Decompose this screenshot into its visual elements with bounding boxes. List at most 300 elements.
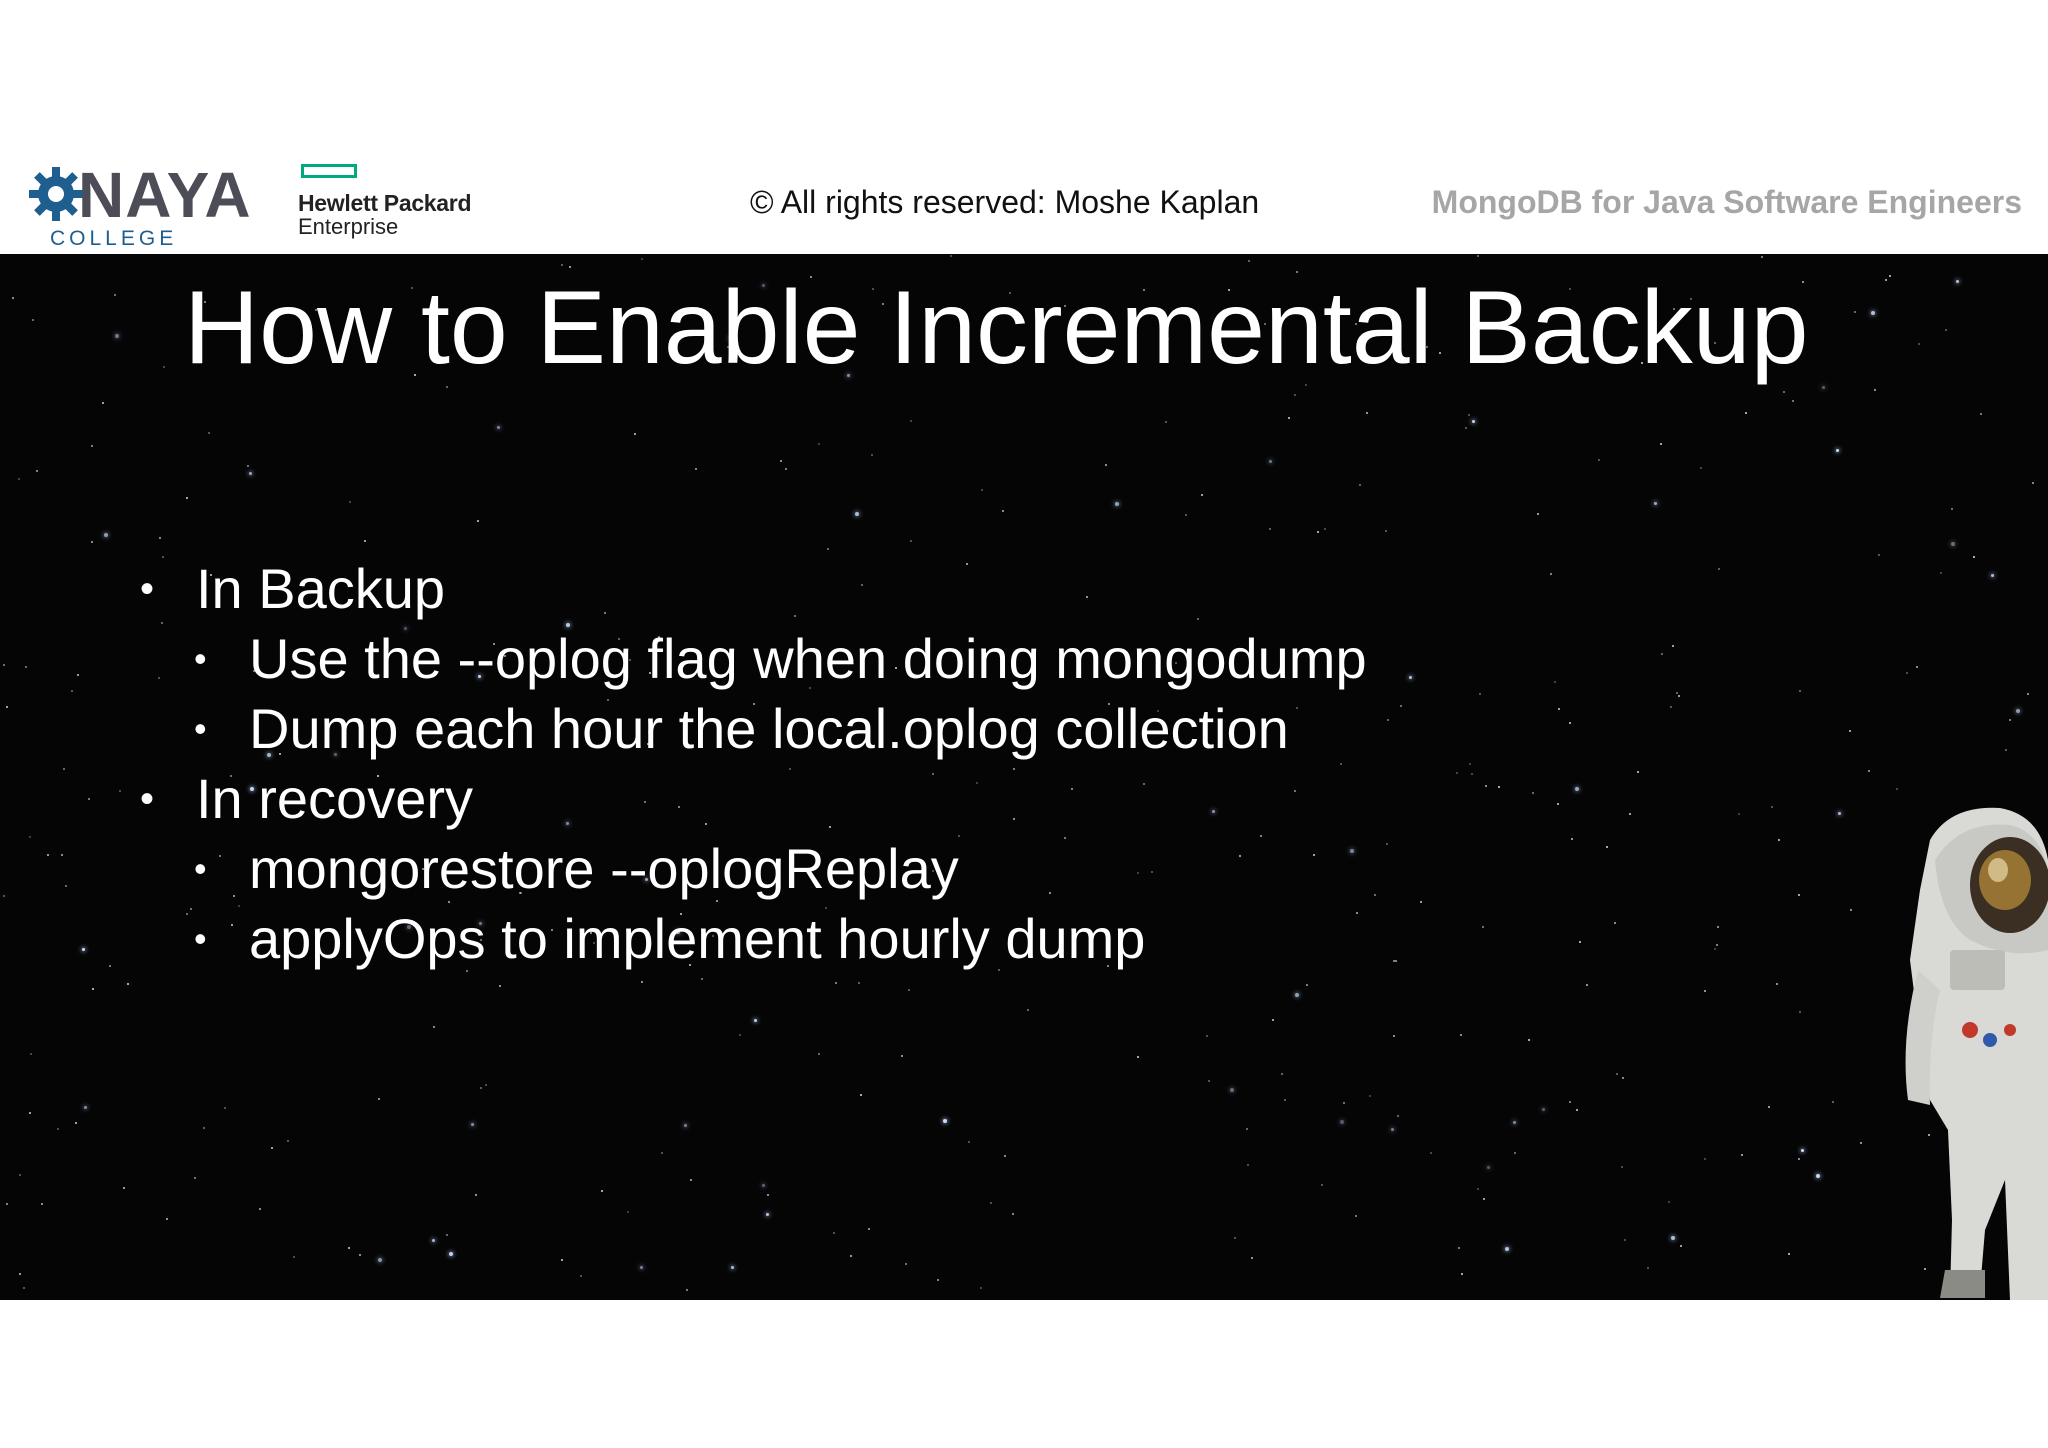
star [1571, 838, 1573, 840]
star [1896, 788, 1898, 790]
star [794, 615, 796, 617]
star [259, 1208, 261, 1210]
star [1340, 763, 1342, 765]
star [1137, 872, 1139, 874]
star [1269, 460, 1272, 463]
star [378, 1258, 382, 1262]
star [1461, 1273, 1463, 1275]
star [1027, 1009, 1029, 1011]
star [1482, 926, 1484, 928]
astronaut-image [1890, 800, 2048, 1300]
star [47, 854, 49, 856]
star [1542, 1108, 1545, 1111]
star [91, 445, 93, 447]
star [3, 895, 5, 897]
star [91, 541, 93, 543]
star [1472, 420, 1475, 423]
star [905, 1263, 907, 1265]
star [1704, 1158, 1706, 1160]
star [1918, 343, 1920, 345]
star [190, 908, 192, 910]
star [827, 548, 829, 550]
star [1477, 255, 1479, 257]
bullet-dot: • [194, 918, 207, 959]
star [65, 885, 67, 887]
star [731, 1266, 734, 1269]
star [63, 768, 65, 770]
star [1629, 813, 1631, 815]
star [1420, 901, 1422, 903]
star [1306, 984, 1308, 986]
star [686, 1289, 688, 1291]
star [433, 1026, 435, 1028]
star [644, 801, 646, 803]
star [762, 1184, 765, 1187]
star [1956, 280, 1959, 283]
bullet-dot: • [140, 777, 155, 821]
bullet-text: Dump each hour the local.oplog collection [249, 697, 1289, 760]
star [871, 454, 873, 456]
star [6, 706, 8, 708]
star [1624, 1239, 1626, 1241]
star [1013, 768, 1015, 770]
star [1614, 922, 1616, 924]
star [84, 1106, 87, 1109]
star [1400, 705, 1402, 707]
star [1514, 1152, 1516, 1154]
star [627, 1211, 629, 1213]
star [163, 366, 165, 368]
star [1672, 645, 1674, 647]
star [701, 978, 703, 980]
star [1771, 806, 1773, 808]
star [446, 1234, 448, 1236]
star [1680, 1245, 1682, 1247]
star [1716, 944, 1718, 946]
star [561, 264, 563, 266]
star [1670, 706, 1672, 708]
star [785, 468, 787, 470]
slide-body [0, 254, 2048, 1300]
star [980, 1287, 982, 1289]
star [1230, 1088, 1234, 1092]
star [1850, 909, 1852, 911]
star [1212, 810, 1215, 813]
star [1294, 790, 1296, 792]
star [1317, 531, 1319, 533]
star [238, 905, 240, 907]
star [1576, 1109, 1578, 1111]
star [1165, 421, 1167, 423]
star [1151, 871, 1153, 873]
star [1718, 568, 1720, 570]
star [684, 1124, 687, 1127]
star [1622, 1077, 1624, 1079]
star [123, 1187, 125, 1189]
star [219, 855, 221, 857]
star [908, 989, 910, 991]
star [1498, 786, 1500, 788]
star [855, 512, 859, 516]
star [690, 1179, 692, 1181]
star [860, 1094, 862, 1096]
star [1554, 681, 1556, 683]
bullet-dot: • [194, 848, 207, 889]
star [1471, 773, 1473, 775]
star [1868, 770, 1870, 772]
star [1838, 812, 1841, 815]
star [850, 1255, 852, 1257]
star [1906, 672, 1908, 674]
star [943, 1119, 947, 1123]
naya-logo-subtitle: COLLEGE [50, 227, 178, 250]
star [1197, 618, 1199, 620]
star [378, 1098, 380, 1100]
star [203, 1127, 205, 1129]
star [634, 433, 636, 435]
star [1064, 837, 1066, 839]
star [6, 1203, 8, 1205]
star [364, 540, 366, 542]
star [1768, 1106, 1770, 1108]
star [1973, 556, 1975, 558]
star [1483, 1198, 1485, 1200]
star [1465, 427, 1467, 429]
star [1776, 983, 1778, 985]
star [166, 1218, 168, 1220]
star [1550, 573, 1552, 575]
course-title: MongoDB for Java Software Engineers [1431, 184, 2022, 220]
star [1860, 1142, 1862, 1144]
star [1391, 1128, 1394, 1131]
star [432, 1239, 435, 1242]
star [1586, 984, 1588, 986]
star [1792, 400, 1794, 402]
star [1248, 260, 1250, 262]
star [818, 443, 820, 445]
star [1487, 1166, 1490, 1169]
star [247, 465, 249, 467]
star [1206, 1035, 1208, 1037]
star [1637, 771, 1639, 773]
star [561, 1259, 563, 1261]
star [1115, 502, 1119, 506]
star [678, 806, 680, 808]
star [1281, 1073, 1283, 1075]
star [1208, 1080, 1210, 1082]
star [271, 1147, 273, 1149]
star [1654, 502, 1657, 505]
star [1288, 417, 1290, 419]
star [829, 826, 831, 828]
star [1537, 513, 1539, 515]
star [1395, 960, 1397, 962]
star [1557, 803, 1559, 805]
star [1469, 763, 1471, 765]
star [88, 798, 90, 800]
star [1717, 926, 1719, 928]
star [186, 913, 188, 915]
star [1916, 666, 1918, 668]
star [858, 982, 860, 984]
star [1366, 412, 1368, 414]
star [1889, 275, 1891, 277]
star [1676, 692, 1678, 694]
star [641, 258, 643, 260]
star [1002, 510, 1004, 512]
bullet-text: applyOps to implement hourly dump [249, 907, 1146, 970]
star [82, 948, 85, 951]
star [102, 402, 104, 404]
star [1313, 854, 1315, 856]
star [1185, 514, 1187, 516]
star [158, 677, 160, 679]
star [1532, 792, 1534, 794]
star [976, 782, 978, 784]
naya-logo-word: NAYA [78, 159, 252, 231]
star [1387, 719, 1389, 721]
star [1350, 849, 1354, 853]
star [1799, 690, 1801, 692]
star [480, 1087, 482, 1089]
star [1874, 389, 1876, 391]
star [1871, 311, 1875, 315]
star [71, 690, 73, 692]
star [19, 1174, 21, 1176]
star [29, 1112, 31, 1114]
star [1239, 855, 1241, 857]
star [1671, 1236, 1675, 1240]
star [224, 1107, 226, 1109]
bullet-dot: • [194, 638, 207, 679]
star [1788, 1253, 1790, 1255]
star [1569, 722, 1571, 724]
hpe-rectangle-icon [301, 164, 357, 178]
star [61, 854, 63, 856]
star [833, 1232, 835, 1234]
bullet-text: In Backup [196, 557, 446, 620]
star [1296, 707, 1298, 709]
star [1738, 813, 1740, 815]
star [1801, 1149, 1804, 1152]
star [604, 612, 606, 614]
star [868, 1228, 870, 1230]
star [739, 1034, 741, 1036]
star [566, 822, 569, 825]
star [2016, 709, 2020, 713]
star [1340, 1120, 1344, 1124]
star [1086, 596, 1088, 598]
star [1324, 528, 1326, 530]
slide-header [0, 150, 2048, 254]
star [981, 489, 983, 491]
star [497, 426, 500, 429]
star [293, 1256, 295, 1258]
star [1616, 1073, 1618, 1075]
star [1458, 1247, 1460, 1249]
star [789, 768, 791, 770]
star [754, 1019, 757, 1022]
star [1745, 412, 1747, 414]
bullet-dot: • [140, 567, 155, 611]
star [32, 319, 34, 321]
star [41, 1203, 43, 1205]
star [861, 584, 863, 586]
star [1951, 508, 1953, 510]
star [1668, 1201, 1670, 1203]
star [1849, 730, 1851, 732]
star [249, 472, 252, 475]
star [1575, 787, 1579, 791]
star [1456, 772, 1458, 774]
star [1071, 788, 1073, 790]
star [1661, 653, 1663, 655]
star [1878, 554, 1880, 556]
star [601, 1190, 603, 1192]
slide-title: How to Enable Incremental Backup [184, 270, 1809, 386]
star [1798, 894, 1800, 896]
star [109, 965, 111, 967]
star [104, 533, 108, 537]
star [161, 622, 163, 624]
star [1799, 1011, 1801, 1013]
gear-icon [28, 166, 84, 222]
star [25, 666, 27, 668]
star [1393, 1035, 1395, 1037]
star [1980, 413, 1982, 415]
bullet-text: In recovery [196, 767, 473, 830]
star [1714, 948, 1716, 950]
star [119, 790, 121, 792]
star [910, 540, 912, 542]
star [1105, 464, 1107, 466]
star [1409, 676, 1412, 679]
star [1143, 783, 1145, 785]
star [1012, 1213, 1014, 1215]
star [287, 1140, 289, 1142]
star [1386, 843, 1388, 845]
star [1397, 1115, 1399, 1117]
star [1598, 459, 1600, 461]
star [1430, 1152, 1432, 1154]
star [818, 1053, 820, 1055]
star [75, 1122, 77, 1124]
star [77, 674, 79, 676]
star [1832, 1101, 1834, 1103]
star [932, 773, 934, 775]
star [767, 1194, 769, 1196]
star [1004, 1155, 1006, 1157]
star [1700, 467, 1702, 469]
star [1505, 1247, 1509, 1251]
star [1885, 279, 1887, 281]
star [1247, 1164, 1249, 1166]
star [477, 520, 479, 522]
star [208, 432, 210, 434]
star [1647, 1267, 1649, 1269]
star [162, 556, 164, 558]
star [1836, 449, 1839, 452]
star [1272, 1019, 1274, 1021]
star [1991, 574, 1994, 577]
star [359, 1254, 361, 1256]
star [901, 1055, 903, 1057]
star [1269, 528, 1271, 530]
star [1485, 785, 1487, 787]
star [194, 1177, 196, 1179]
copyright-notice: © All rights reserved: Moshe Kaplan [750, 184, 1260, 220]
star [1951, 542, 1955, 546]
star [695, 468, 697, 470]
star [485, 1084, 487, 1086]
star [1356, 912, 1358, 914]
star [1343, 1102, 1345, 1104]
star [231, 924, 233, 926]
star [1822, 386, 1825, 389]
star [661, 1152, 663, 1154]
star [1251, 1257, 1253, 1259]
star [233, 895, 235, 897]
star [12, 297, 14, 299]
bullet-dot: • [194, 708, 207, 749]
star [2009, 719, 2011, 721]
hpe-logo [298, 164, 498, 244]
star [1385, 530, 1387, 532]
star [937, 1279, 939, 1281]
star [1468, 414, 1470, 416]
star [1778, 839, 1780, 841]
star [1798, 1158, 1800, 1160]
star [580, 1275, 582, 1277]
star [1294, 394, 1296, 396]
star [1359, 484, 1361, 486]
star [950, 255, 952, 257]
hpe-logo-line2: Enterprise [298, 214, 399, 239]
star [1940, 572, 1942, 574]
star [705, 823, 707, 825]
star [57, 1128, 59, 1130]
star [2027, 693, 2029, 695]
star [29, 836, 31, 838]
star [968, 1141, 970, 1143]
star [1569, 1101, 1571, 1103]
star [449, 1252, 453, 1256]
star [1137, 1056, 1139, 1058]
star [348, 1247, 350, 1249]
star [780, 460, 782, 462]
star [1477, 1188, 1479, 1190]
star [114, 294, 116, 296]
star [1621, 1166, 1623, 1168]
star [475, 1194, 477, 1196]
star [1246, 1128, 1248, 1130]
star [186, 497, 188, 499]
star [1816, 1174, 1820, 1178]
star [92, 988, 94, 990]
star [1295, 993, 1299, 997]
star [3, 664, 5, 666]
star [1761, 256, 1763, 258]
star [1321, 1184, 1323, 1186]
star [349, 501, 351, 503]
star [471, 1123, 474, 1126]
star [835, 982, 837, 984]
star [1513, 1121, 1516, 1124]
star [115, 334, 119, 338]
star [159, 537, 161, 539]
star [966, 563, 968, 565]
star [18, 478, 20, 480]
